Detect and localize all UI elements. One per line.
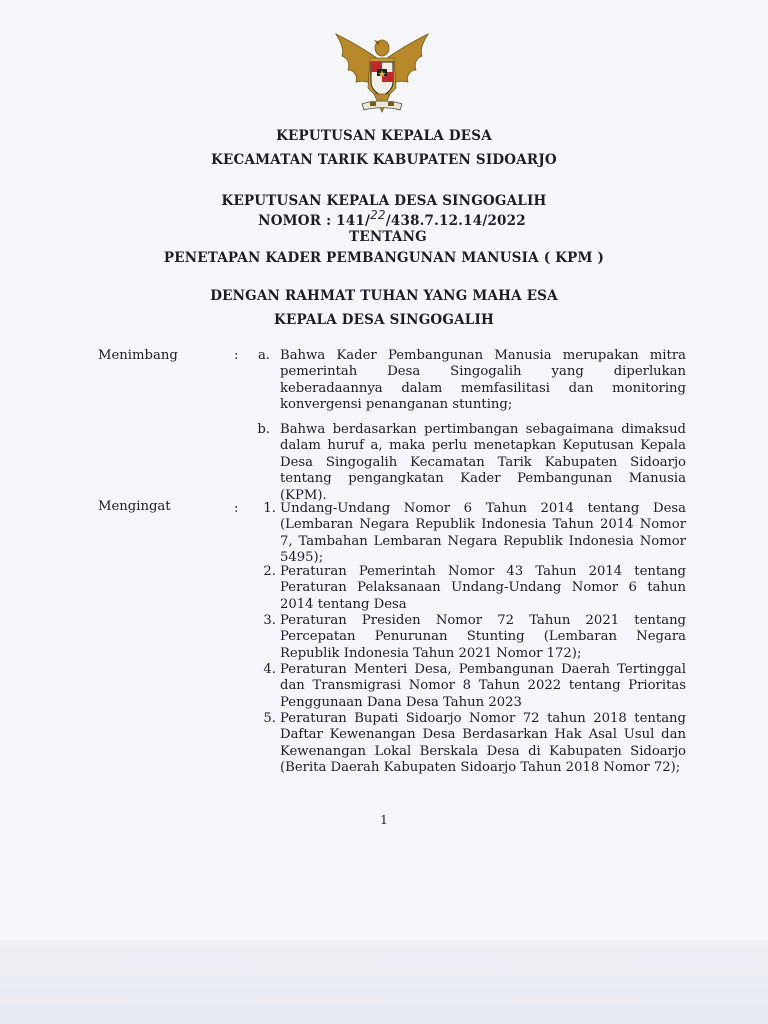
mengingat-marker-2: 2. xyxy=(263,564,276,579)
menimbang-item-b: Bahwa berdasarkan pertimbangan sebagaimana dimaksud dalam huruf a, maka perlu menetapkan Keputusan Kepala Desa Singogalih Kecamatan Tarik Kabupaten Sidoarjo tentang pengangkatan Kader Pembangunan Manusia (KPM). xyxy=(280,422,686,503)
decree-subject: PENETAPAN KADER PEMBANGUNAN MANUSIA ( KPM ) xyxy=(163,250,605,266)
mengingat-marker-3: 3. xyxy=(263,613,276,628)
nomor-suffix: /438.7.12.14/2022 xyxy=(385,213,526,229)
mengingat-marker-5: 5. xyxy=(263,711,276,726)
menimbang-item-a: Bahwa Kader Pembangunan Manusia merupakan mitra pemerintah Desa Singogalih yang diperlukan keberadaannya dalam memfasilitasi dan monitoring konvergensi penanganan stunting; xyxy=(280,348,686,413)
page-number: 1 xyxy=(380,813,388,827)
mengingat-item-4: Peraturan Menteri Desa, Pembangunan Daerah Tertinggal dan Transmigrasi Nomor 8 Tahun 2022 tentang Prioritas Penggunaan Dana Desa Tahun 2023 xyxy=(280,662,686,710)
mengingat-label: Mengingat xyxy=(98,499,171,514)
mengingat-item-5: Peraturan Bupati Sidoarjo Nomor 72 tahun 2018 tentang Daftar Kewenangan Desa Berdasarkan Hak Asal Usul dan Kewenangan Lokal Berskala Desa di Kabupaten Sidoarjo (Berita Daerah Kabupaten Sidoarjo Tahun 2018 Nomor 72); xyxy=(280,711,686,776)
mengingat-marker-1: 1. xyxy=(263,501,276,516)
blessing-line: DENGAN RAHMAT TUHAN YANG MAHA ESA xyxy=(210,288,558,304)
mengingat-item-2: Peraturan Pemerintah Nomor 43 Tahun 2014 tentang Peraturan Pelaksanaan Undang-Undang Nomor 6 tahun 2014 tentang Desa xyxy=(280,564,686,612)
mengingat-item-3: Peraturan Presiden Nomor 72 Tahun 2021 tentang Percepatan Penurunan Stunting (Lembaran Negara Republik Indonesia Tahun 2021 Nomor 172); xyxy=(280,613,686,661)
garuda-emblem-icon xyxy=(330,30,434,122)
menimbang-marker-b: b. xyxy=(257,422,270,437)
decree-title: KEPUTUSAN KEPALA DESA SINGOGALIH xyxy=(221,193,547,209)
menimbang-colon: : xyxy=(234,348,239,363)
mengingat-item-1: Undang-Undang Nomor 6 Tahun 2014 tentang Desa (Lembaran Negara Republik Indonesia Tahun 2014 Nomor 7, Tambahan Lembaran Negara Republik Indonesia Nomor 5495); xyxy=(280,501,686,566)
scan-bottom-margin xyxy=(0,940,768,1024)
official-title: KEPALA DESA SINGOGALIH xyxy=(274,312,494,328)
header-title-1: KEPUTUSAN KEPALA DESA xyxy=(276,128,492,144)
header-title-2: KECAMATAN TARIK KABUPATEN SIDOARJO xyxy=(211,152,557,168)
nomor-prefix: NOMOR : 141/ xyxy=(258,213,371,229)
mengingat-colon: : xyxy=(234,501,239,516)
mengingat-marker-4: 4. xyxy=(263,662,276,677)
decree-number xyxy=(8,208,768,229)
menimbang-label: Menimbang xyxy=(98,348,178,363)
menimbang-marker-a: a. xyxy=(257,348,270,363)
tentang-label: TENTANG xyxy=(349,229,427,245)
nomor-handwritten: 22 xyxy=(370,208,386,222)
